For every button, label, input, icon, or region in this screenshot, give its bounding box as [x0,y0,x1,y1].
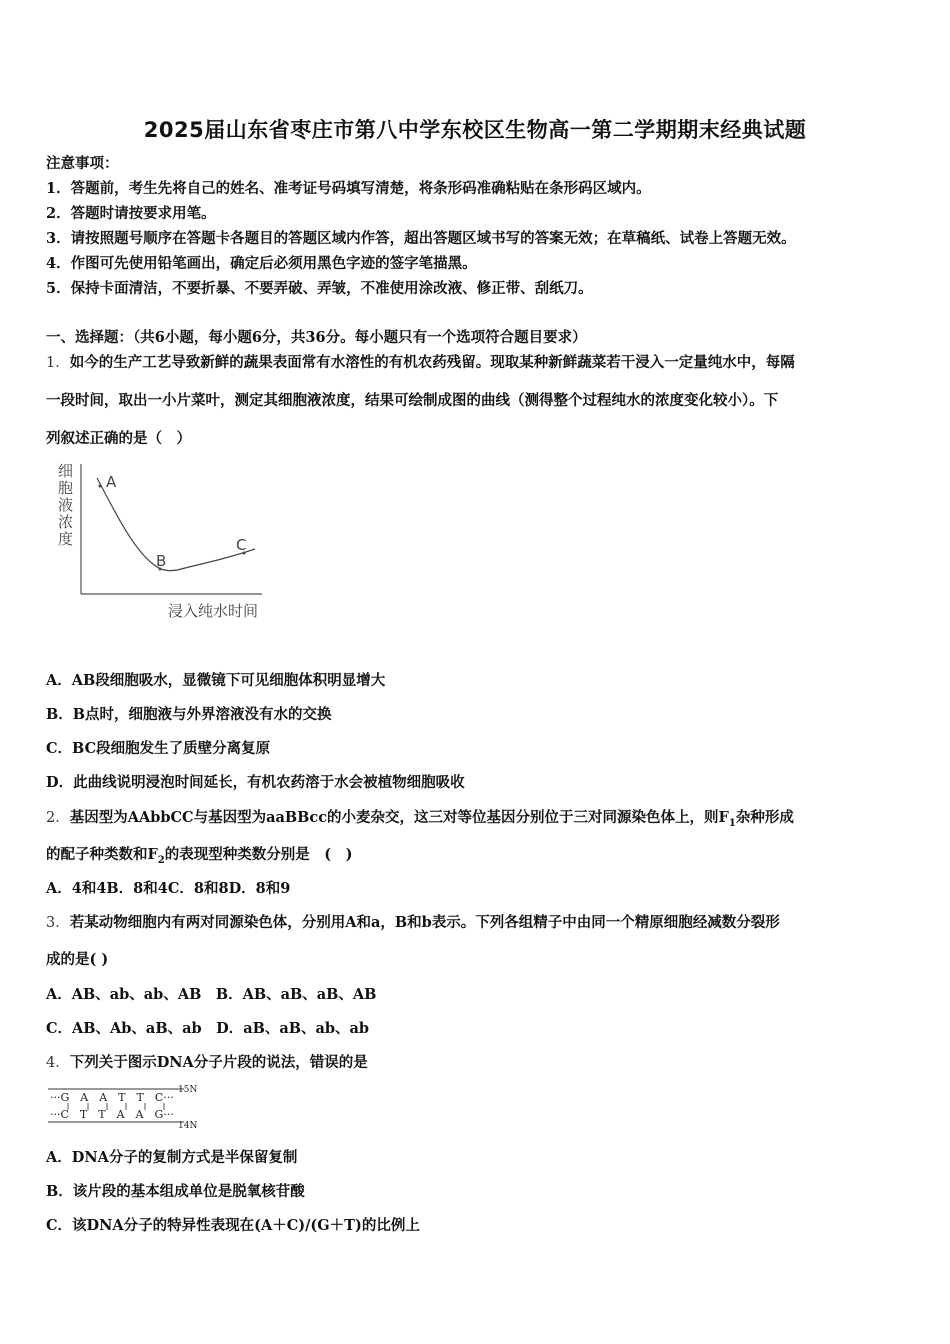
question-3-options-row-2: C．AB、Ab、aB、ab D．aB、aB、ab、ab [46,1020,370,1037]
y-axis-label-char: 度 [58,530,74,548]
y-axis-label-char: 浓 [58,513,74,531]
y-axis-label-char: 液 [58,496,74,514]
point-a-label: A [106,473,117,491]
question-1-line-2: 一段时间，取出一小片菜叶，测定其细胞液浓度，结果可绘制成图的曲线（测得整个过程纯水的浓度变化较小）。下 [46,392,779,409]
concentration-graph [50,458,280,628]
section-heading: 一、选择题：（共6小题，每小题6分，共36分。每小题只有一个选项符合题目要求） [46,329,587,346]
question-1-line-3: 列叙述正确的是（ ） [46,430,191,447]
note-item: 1．答题前，考生先将自己的姓名、准考证号码填写清楚，将条形码准确粘贴在条形码区域内。 [46,180,651,197]
option-c: C．该DNA分子的特异性表现在(A＋C)/(G＋T)的比例上 [46,1217,420,1234]
question-1-line-1: 1．如今的生产工艺导致新鲜的蔬果表面常有水溶性的有机农药残留。现取某种新鲜蔬菜若干浸入一定量纯水中，每隔 [46,354,795,371]
option-a: A．AB段细胞吸水，显微镜下可见细胞体积明显增大 [46,672,386,689]
question-3-line-2: 成的是( ) [46,951,109,968]
note-item: 5．保持卡面清洁，不要折暴、不要弄破、弄皱，不准使用涂改液、修正带、刮纸刀。 [46,280,593,297]
question-number: 1． [46,355,70,371]
curve [97,478,255,571]
top-strand: ···G A A T T C··· [50,1091,174,1104]
page-title: 2025届山东省枣庄市第八中学东校区生物高一第二学期期末经典试题 [143,118,807,142]
point-a-dot [99,485,102,488]
option-b: B．该片段的基本组成单位是脱氧核苷酸 [46,1183,305,1200]
notes-heading: 注意事项： [46,155,119,172]
question-3-options-row-1: A．AB、ab、ab、AB B．AB、aB、aB、AB [46,986,377,1003]
question-number: 3． [46,915,70,931]
note-item: 3．请按照题号顺序在答题卡各题目的答题区域内作答，超出答题区域书写的答案无效；在草稿纸、试卷上答题无效。 [46,230,796,247]
question-number: 4． [46,1055,70,1071]
option-b: B．B点时，细胞液与外界溶液没有水的交换 [46,706,332,723]
note-item: 4．作图可先使用铅笔画出，确定后必须用黑色字迹的签字笔描黑。 [46,255,477,272]
question-2-line-2: 的配子种类数和$F_2$的表现型种类数分别是 ( ) [46,846,353,866]
question-2-options: A．4和4B．8和4C．8和8D．8和9 [46,880,291,897]
option-a: A．DNA分子的复制方式是半保留复制 [46,1149,298,1166]
label-15n: 15N [178,1085,198,1095]
point-c-label: C [236,536,247,554]
question-4-line-1: 4．下列关于图示DNA分子片段的说法，错误的是 [46,1054,368,1071]
bottom-strand: ···C T T A A G··· [50,1108,174,1121]
y-axis-label-char: 细 [58,462,74,480]
question-number: 2． [46,810,70,826]
question-2-line-1: 2．基因型为AAbbCC与基因型为aaBBcc的小麦杂交，这三对等位基因分别位于三对同源染色体上，则$F_1$杂种形成 [46,809,794,829]
note-item: 2．答题时请按要求用笔。 [46,205,216,222]
label-14n: 14N [178,1121,198,1130]
question-3-line-1: 3．若某动物细胞内有两对同源染色体，分别用A和a，B和b表示。下列各组精子中由同一个精原细胞经减数分裂形 [46,914,780,931]
y-axis-label-char: 胞 [58,479,74,497]
dna-fragment-diagram [44,1080,204,1130]
x-axis-label: 浸入纯水时间 [168,602,259,620]
point-b-label: B [156,552,167,570]
option-c: C．BC段细胞发生了质壁分离复原 [46,740,271,757]
option-d: D．此曲线说明浸泡时间延长，有机农药溶于水会被植物细胞吸收 [46,774,465,791]
